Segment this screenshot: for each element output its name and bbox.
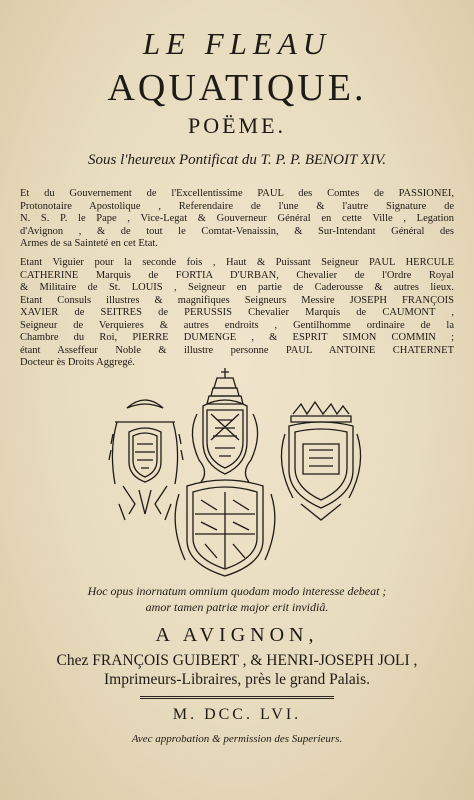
approbation-line: Avec approbation & permission des Superieurs. — [131, 733, 343, 745]
coats-of-arms-engraving — [105, 364, 375, 579]
papal-coat-of-arms — [192, 368, 257, 482]
imprint-printers: Chez FRANÇOIS GUIBERT , & HENRI-JOSEPH JOLI , — [56, 652, 418, 669]
title-line-2: AQUATIQUE. — [107, 67, 367, 109]
publication-year: M. DCC. LVI. — [172, 706, 302, 723]
text-line: Armes de sa Sainteté en cet Etat. — [20, 238, 158, 249]
text-line: Chambre du Roi, PIERRE DUMENGE , & ESPRIT SIMON COMMIN ; — [20, 332, 454, 343]
government-paragraph — [20, 188, 454, 251]
text-line: Seigneur de Verquieres & autres endroits , Gentilhomme ordinaire de la — [20, 319, 454, 331]
text-line: étant Asseffeur Noble & illustre personne PAUL ANTOINE CHATERNET — [20, 344, 454, 356]
text-line: Docteur ès Droits Aggregé. — [20, 357, 135, 368]
divider-rule — [140, 698, 334, 699]
text-line: Etant Viguier pour la seconde fois , Haut & Puissant Seigneur PAUL HERCULE — [20, 257, 454, 268]
genre-label: POËME. — [187, 113, 287, 138]
text-line: & Militaire de St. LOUIS , Seigneur en partie de Caderousse & autres lieux. — [20, 282, 454, 293]
latin-motto-line-2: amor tamen patriæ major erit invidiâ. — [145, 600, 329, 614]
imprint-city: A AVIGNON, — [155, 624, 319, 646]
consular-coat-of-arms — [175, 480, 275, 576]
dedication-line: Sous l'heureux Pontificat du T. P. P. BENOIT XIV. — [88, 152, 386, 168]
text-line: N. S. P. le Pape , Vice-Legat & Gouverneur Général en cette Ville , Legation — [20, 213, 454, 224]
text-line: Etant Consuls illustres & magnifiques Seigneurs Messire JOSEPH FRANÇOIS — [20, 294, 454, 306]
imprint-printers-address: Imprimeurs-Libraires, près le grand Palais. — [104, 671, 370, 688]
text-line: Et du Gouvernement de l'Excellentissime PAUL des Comtes de PASSIONEI, — [20, 188, 454, 199]
officials-paragraph — [20, 257, 454, 370]
cardinal-coat-of-arms — [109, 400, 183, 520]
title-line-1: LE FLEAU — [142, 26, 332, 61]
text-line: Protonotaire Apostolique , Referendaire de l'une & l'autre Signature de — [20, 200, 454, 212]
latin-motto-line-1: Hoc opus inornatum omnium quodam modo interesse debeat ; — [87, 584, 387, 598]
divider-rule — [140, 696, 334, 697]
noble-coat-of-arms — [281, 402, 360, 520]
text-line: d'Avignon , & de tout le Comtat-Venaissin, & Sur-Intendant Général des — [20, 225, 454, 237]
text-line: XAVIER de SEITRES de PERUSSIS Chevalier Marquis de CAUMONT , — [20, 307, 454, 318]
text-line: CATHERINE Marquis de FORTIA D'URBAN, Chevalier de l'Ordre Royal — [20, 269, 454, 281]
